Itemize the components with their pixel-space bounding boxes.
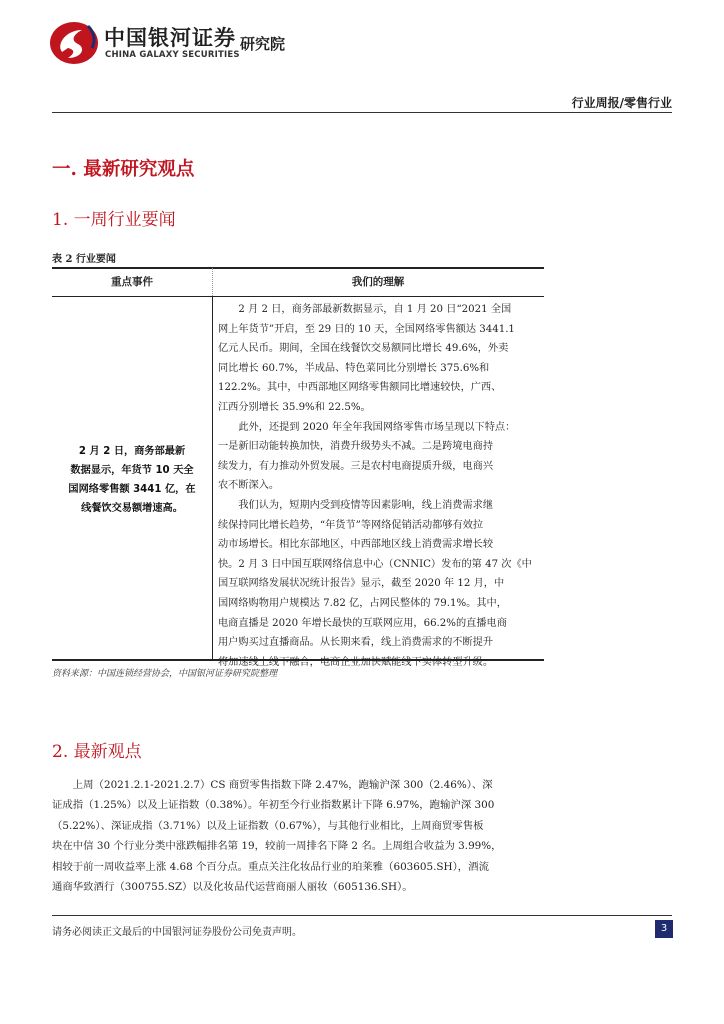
understanding-line: 122.2%。其中，中西部地区网络零售额同比增速较快，广西、 (218, 382, 502, 394)
understanding-line: 网上年货节”开启，至 29 日的 10 天，全国网络零售额达 3441.1 (218, 323, 515, 335)
subsection-title-views: 2. 最新观点 (52, 742, 142, 762)
table-top-rule (52, 267, 544, 269)
table-header-understanding: 我们的理解 (351, 276, 405, 288)
understanding-line: 快。2 月 3 日中国互联网络信息中心（CNNIC）发布的第 47 次《中 (218, 558, 532, 570)
logo-english-name: CHINA GALAXY SECURITIES (105, 50, 240, 60)
understanding-line: 将加速线上线下融合，电商企业加快赋能线下实体转型升级。 (218, 656, 494, 668)
understanding-line: 2 月 2 日，商务部最新数据显示，自 1 月 20 日“2021 全国 (218, 304, 512, 315)
event-line: 2 月 2 日，商务部最新 (78, 446, 186, 457)
understanding-line: 同比增长 60.7%，半成品、特色菜同比分别增长 375.6%和 (218, 362, 490, 374)
table-header-divider (212, 268, 213, 296)
understanding-line: 用户购买过直播商品。从长期来看，线上消费需求的不断提升 (218, 637, 494, 649)
paragraph-line: 通商华致酒行（300755.SZ）以及化妆品代运营商丽人丽妆（605136.SH）。 (52, 881, 413, 894)
understanding-line: 电商直播是 2020 年增长最快的互联网应用，66.2%的直播电商 (218, 617, 507, 629)
event-line: 国网络零售额 3441 亿，在 (68, 484, 196, 495)
company-logo (48, 18, 303, 68)
table-column-divider (212, 296, 213, 659)
table-cell-event (52, 442, 212, 518)
footer-disclaimer: 请务必阅读正文最后的中国银河证券股份公司免责声明。 (52, 927, 302, 938)
event-line: 数据显示，年货节 10 天全 (70, 465, 194, 476)
report-type: 行业周报/零售行业 (571, 96, 672, 110)
table-header-rule (52, 296, 544, 297)
galaxy-logo-icon (48, 18, 100, 68)
section-title: 一. 最新研究观点 (52, 159, 195, 180)
latest-views-paragraph (52, 775, 546, 897)
page-number: 3 (655, 920, 673, 938)
understanding-line: 我们认为，短期内受到疫情等因素影响，线上消费需求继 (218, 499, 494, 511)
paragraph-line: 块在中信 30 个行业分类中涨跌幅排名第 19，较前一周排名下降 2 名。上周组合收益为 3.99%， (52, 840, 502, 853)
understanding-line: 农不断深入。 (218, 480, 280, 492)
understanding-line: 动市场增长。相比东部地区，中西部地区线上消费需求增长较 (218, 539, 494, 551)
understanding-line: 一是新旧动能转换加快，消费升级势头不减。二是跨境电商持 (218, 441, 494, 453)
understanding-line: 江西分别增长 35.9%和 22.5%。 (218, 401, 371, 413)
understanding-line: 续发力，有力推动外贸发展。三是农村电商提质升级，电商兴 (218, 460, 494, 472)
understanding-line: 国互联网络发展状况统计报告》显示，截至 2020 年 12 月，中 (218, 578, 505, 590)
understanding-line: 国网络购物用户规模达 7.82 亿，占网民整体的 79.1%。其中， (218, 597, 507, 609)
table-header-event: 重点事件 (111, 276, 153, 288)
subsection-title-news: 1. 一周行业要闻 (52, 210, 176, 230)
paragraph-line: 证成指（1.25%）以及上证指数（0.38%）。年初至今行业指数累计下降 6.97%，跑输沪深 300 (52, 799, 495, 812)
footer-divider (52, 915, 672, 916)
table-caption: 表 2 行业要闻 (52, 254, 116, 265)
header-divider (52, 112, 672, 113)
table-bottom-rule (52, 659, 544, 661)
event-line: 线餐饮交易额增速高。 (81, 503, 183, 514)
table-cell-understanding (218, 300, 544, 672)
understanding-line: 续保持同比增长趋势，“年货节”等网络促销活动都够有效拉 (218, 519, 484, 531)
table-source-note: 资料来源：中国连锁经营协会，中国银河证券研究院整理 (52, 669, 278, 679)
understanding-line: 此外，还提到 2020 年全年我国网络零售市场呈现以下特点： (218, 421, 516, 433)
logo-institute: 研究院 (240, 35, 286, 53)
paragraph-line: （5.22%）、深证成指（3.71%）以及上证指数（0.67%），与其他行业相比，上周商贸零售板 (52, 819, 484, 832)
paragraph-line: 上周（2021.2.1-2021.2.7）CS 商贸零售指数下降 2.47%，跑输沪深 300（2.46%）、深 (52, 779, 493, 791)
logo-chinese-name: 中国银河证券 (104, 26, 236, 50)
paragraph-line: 相较于前一周收益率上涨 4.68 个百分点。重点关注化妆品行业的珀莱雅（603605.SH），酒流 (52, 860, 489, 873)
understanding-line: 亿元人民币。期间，全国在线餐饮交易额同比增长 49.6%，外卖 (218, 343, 509, 355)
